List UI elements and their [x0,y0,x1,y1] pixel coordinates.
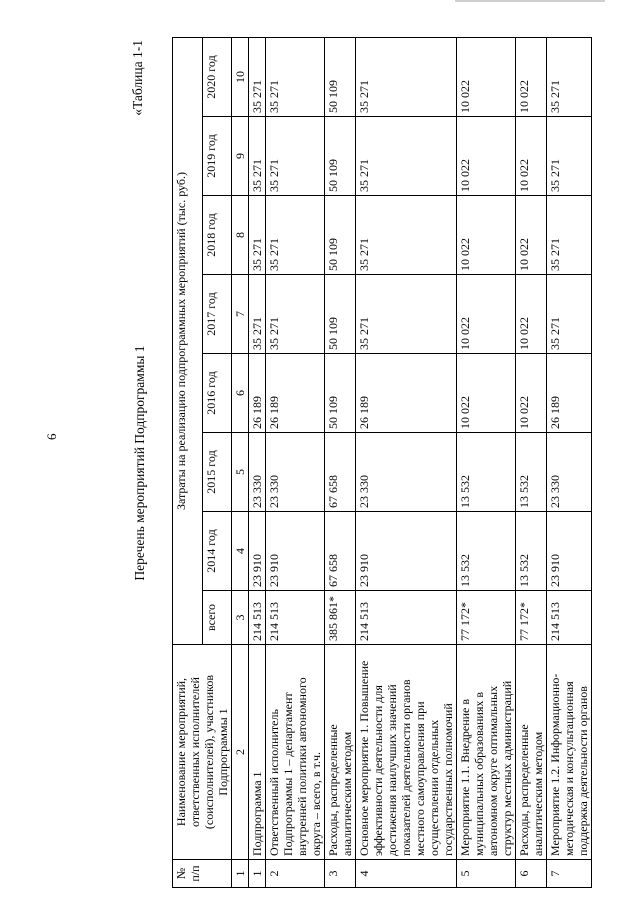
row-value: 23 330 [249,433,266,512]
row-value: 10 022 [516,117,547,196]
row-total: 77 172* [516,591,547,645]
header-year: 2014 год [202,512,232,591]
row-value: 23 330 [547,433,592,512]
row-name: Расходы, распределенные аналитическим методом [516,645,547,860]
row-value: 35 271 [356,38,457,117]
row-value: 35 271 [266,38,325,117]
table-row [325,38,356,888]
page-number: 6 [44,433,59,440]
row-value: 35 271 [356,275,457,354]
header-name: Наименование мероприятий, ответственных исполнителей (соисполнителей), участников Подпрограммы 1 [173,645,232,860]
row-value: 35 271 [249,38,266,117]
row-total: 214 513 [356,591,457,645]
row-value: 35 271 [547,38,592,117]
row-value: 26 189 [356,354,457,433]
header-num: № п/п [173,860,232,888]
row-value: 23 330 [356,433,457,512]
row-value: 10 022 [516,38,547,117]
header-costs: Затраты на реализацию подпрограммных мероприятий (тыс. руб.) [173,38,203,645]
header-year: 2018 год [202,196,232,275]
rotated-page-content [130,38,590,888]
row-total: 77 172* [457,591,516,645]
row-name: Мероприятие 1.2. Информационно-методическая и консультационная поддержка деятельности органов [547,645,592,860]
row-value: 35 271 [547,275,592,354]
document-caption: Перечень мероприятий Подпрограммы 1 [132,345,147,581]
row-value: 35 271 [249,117,266,196]
row-value: 50 109 [325,38,356,117]
column-number-row [232,38,249,888]
header-year: 2016 год [202,354,232,433]
row-value: 50 109 [325,275,356,354]
column-number: 6 [232,354,249,433]
column-number: 3 [232,591,249,645]
header-year: 2017 год [202,275,232,354]
row-value: 26 189 [547,354,592,433]
table-row [457,38,516,888]
table-row [266,38,325,888]
header-row-1 [173,38,203,888]
row-value: 10 022 [457,117,516,196]
measures-table [172,37,592,888]
row-value: 50 109 [325,354,356,433]
column-number: 2 [232,645,249,860]
row-value: 13 532 [457,433,516,512]
row-number: 7 [547,860,592,888]
row-total: 385 861* [325,591,356,645]
column-number: 1 [232,860,249,888]
row-number: 2 [266,860,325,888]
row-name: Мероприятие 1.1. Внедрение в муниципальных образованиях в автономном округе оптимальных структур местных администраций [457,645,516,860]
row-total: 214 513 [547,591,592,645]
scan-top-edge [455,0,605,2]
row-total: 214 513 [249,591,266,645]
header-total: всего [202,591,232,645]
column-number: 5 [232,433,249,512]
header-year: 2020 год [202,38,232,117]
row-value: 10 022 [516,275,547,354]
row-value: 26 189 [266,354,325,433]
table-row [516,38,547,888]
row-value: 10 022 [457,196,516,275]
column-number: 7 [232,275,249,354]
row-value: 10 022 [457,38,516,117]
row-value: 35 271 [356,117,457,196]
row-number: 6 [516,860,547,888]
row-value: 10 022 [457,354,516,433]
column-number: 9 [232,117,249,196]
row-value: 10 022 [516,196,547,275]
row-value: 23 330 [266,433,325,512]
row-value: 23 910 [547,512,592,591]
header-year: 2015 год [202,433,232,512]
row-value: 23 910 [266,512,325,591]
table-wrapper [172,38,590,888]
row-value: 13 532 [457,512,516,591]
row-value: 13 532 [516,433,547,512]
table-label: «Таблица 1-1 [130,40,145,116]
row-number: 3 [325,860,356,888]
row-name: Ответственный исполнитель Подпрограммы 1 – департамент внутренней политики автономного округа – всего, в т.ч. [266,645,325,860]
row-value: 35 271 [547,196,592,275]
column-number: 4 [232,512,249,591]
row-value: 13 532 [516,512,547,591]
row-value: 35 271 [266,196,325,275]
row-value: 23 910 [356,512,457,591]
row-value: 35 271 [356,196,457,275]
row-value: 35 271 [266,117,325,196]
table-row [547,38,592,888]
row-name: Расходы, распределенные аналитическим методом [325,645,356,860]
column-number: 10 [232,38,249,117]
row-value: 23 910 [249,512,266,591]
row-name: Основное мероприятие 1. Повышение эффективности деятельности для достижения наилучших значений показателей деятельности органов местного самоуправления при осуществлении отдельных государственных полномочий [356,645,457,860]
row-number: 4 [356,860,457,888]
caption-area [130,38,162,888]
row-total: 214 513 [266,591,325,645]
header-year: 2019 год [202,117,232,196]
table-row [249,38,266,888]
row-number: 5 [457,860,516,888]
row-value: 35 271 [249,196,266,275]
row-value: 35 271 [249,275,266,354]
table-row [356,38,457,888]
row-value: 67 658 [325,512,356,591]
row-value: 35 271 [547,117,592,196]
row-value: 50 109 [325,117,356,196]
row-value: 26 189 [249,354,266,433]
row-name: Подпрограмма 1 [249,645,266,860]
row-value: 10 022 [457,275,516,354]
row-value: 67 658 [325,433,356,512]
row-number: 1 [249,860,266,888]
row-value: 35 271 [266,275,325,354]
column-number: 8 [232,196,249,275]
row-value: 50 109 [325,196,356,275]
row-value: 10 022 [516,354,547,433]
